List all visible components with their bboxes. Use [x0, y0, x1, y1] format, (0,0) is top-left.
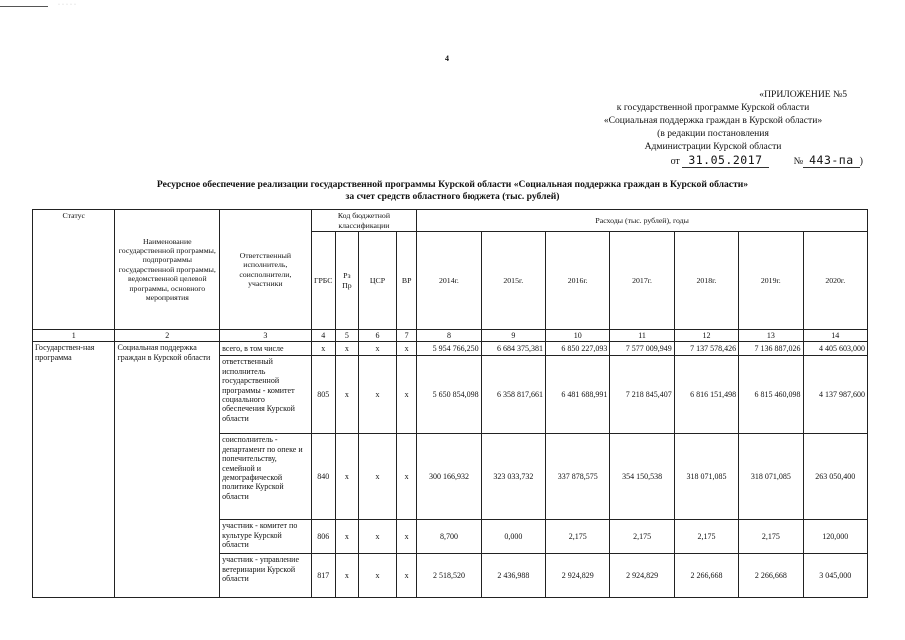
header-year-2017: 2017г. — [610, 232, 674, 330]
value-cell: 6 481 688,991 — [546, 356, 610, 434]
value-cell: 3 045,000 — [803, 554, 868, 598]
csr-cell: х — [358, 356, 396, 434]
program-name-cell: Социальная поддержка граждан в Курской области — [115, 342, 220, 598]
header-year-2019: 2019г. — [739, 232, 803, 330]
rzpr-cell: х — [335, 342, 358, 356]
header-executor: Ответственный исполнитель, соисполнители, участники — [220, 210, 312, 330]
value-cell: 2,175 — [674, 520, 738, 554]
value-cell: 6 684 375,381 — [481, 342, 545, 356]
vr-cell: х — [397, 342, 417, 356]
column-number-row — [33, 330, 868, 342]
value-cell: 300 166,932 — [417, 434, 481, 520]
value-cell: 318 071,085 — [739, 434, 803, 520]
column-number: 9 — [481, 330, 545, 342]
grbs-cell: 817 — [311, 554, 335, 598]
column-number: 2 — [115, 330, 220, 342]
value-cell: 6 816 151,498 — [674, 356, 738, 434]
vr-cell: х — [397, 434, 417, 520]
column-number: 10 — [546, 330, 610, 342]
grbs-cell: х — [311, 342, 335, 356]
value-cell: 2 266,668 — [674, 554, 738, 598]
executor-cell: всего, в том числе — [220, 342, 312, 356]
value-cell: 6 850 227,093 — [546, 342, 610, 356]
csr-cell: х — [358, 434, 396, 520]
executor-cell: участник - управление ветеринарии Курской области — [220, 554, 312, 598]
grbs-cell: 840 — [311, 434, 335, 520]
appendix-header — [563, 88, 863, 168]
value-cell: 263 050,400 — [803, 434, 868, 520]
column-number: 13 — [739, 330, 803, 342]
status-cell: Государствен-ная программа — [33, 342, 115, 598]
header-rzpr: Рз Пр — [335, 232, 358, 330]
corner-scan-line — [0, 6, 48, 7]
column-number: 1 — [33, 330, 115, 342]
value-cell: 7 577 009,949 — [610, 342, 674, 356]
csr-cell: х — [358, 554, 396, 598]
header-year-2014: 2014г. — [417, 232, 481, 330]
column-number: 7 — [397, 330, 417, 342]
vr-cell: х — [397, 554, 417, 598]
rzpr-cell: х — [335, 356, 358, 434]
page-number: 4 — [445, 54, 449, 63]
date-value: 31.05.2017 — [682, 153, 768, 168]
value-cell: 5 650 854,098 — [417, 356, 481, 434]
value-cell: 2,175 — [610, 520, 674, 554]
date-closing: ) — [859, 156, 863, 167]
column-number: 3 — [220, 330, 312, 342]
number-prefix: № — [793, 156, 804, 167]
column-number: 14 — [803, 330, 868, 342]
rzpr-cell: х — [335, 434, 358, 520]
column-number: 6 — [358, 330, 396, 342]
value-cell: 2 436,988 — [481, 554, 545, 598]
header-budget-code: Код бюджетной классификации — [311, 210, 417, 232]
header-status: Статус — [33, 210, 115, 330]
appendix-line-4: (в редакции постановления — [657, 128, 769, 139]
date-prefix: от — [670, 156, 680, 167]
value-cell: 5 954 766,250 — [417, 342, 481, 356]
column-number: 11 — [610, 330, 674, 342]
appendix-title: «ПРИЛОЖЕНИЕ №5 — [759, 89, 847, 100]
rzpr-cell: х — [335, 554, 358, 598]
header-grbs: ГРБС — [311, 232, 335, 330]
csr-cell: х — [358, 342, 396, 356]
title-line-2: за счет средств областного бюджета (тыс. рублей) — [345, 191, 560, 202]
value-cell: 2,175 — [546, 520, 610, 554]
value-cell: 337 878,575 — [546, 434, 610, 520]
value-cell: 7 137 578,426 — [674, 342, 738, 356]
header-year-2018: 2018г. — [674, 232, 738, 330]
column-number: 4 — [311, 330, 335, 342]
appendix-line-3: «Социальная поддержка граждан в Курской области» — [603, 115, 823, 126]
header-year-2015: 2015г. — [481, 232, 545, 330]
grbs-cell: 805 — [311, 356, 335, 434]
column-number: 5 — [335, 330, 358, 342]
executor-cell: соисполнитель - департамент по опеке и попечительству, семейной и демографической политике Курской области — [220, 434, 312, 520]
appendix-line-2: к государственной программе Курской области — [616, 102, 810, 113]
value-cell: 7 136 887,026 — [739, 342, 803, 356]
value-cell: 6 358 817,661 — [481, 356, 545, 434]
value-cell: 120,000 — [803, 520, 868, 554]
value-cell: 8,700 — [417, 520, 481, 554]
value-cell: 0,000 — [481, 520, 545, 554]
appendix-line-5: Администрации Курской области — [644, 141, 782, 152]
document-title — [60, 179, 845, 203]
value-cell: 354 150,538 — [610, 434, 674, 520]
value-cell: 4 405 603,000 — [803, 342, 868, 356]
value-cell: 7 218 845,407 — [610, 356, 674, 434]
vr-cell: х — [397, 356, 417, 434]
table-row — [33, 342, 868, 356]
value-cell: 323 033,732 — [481, 434, 545, 520]
value-cell: 6 815 460,098 — [739, 356, 803, 434]
header-csr: ЦСР — [358, 232, 396, 330]
value-cell: 2 266,668 — [739, 554, 803, 598]
vr-cell: х — [397, 520, 417, 554]
header-vr: ВР — [397, 232, 417, 330]
value-cell: 2,175 — [739, 520, 803, 554]
column-number: 12 — [674, 330, 738, 342]
csr-cell: х — [358, 520, 396, 554]
header-year-2020: 2020г. — [803, 232, 868, 330]
appendix-date-line — [563, 154, 863, 168]
header-expenses: Расходы (тыс. рублей), годы — [417, 210, 868, 232]
value-cell: 2 924,829 — [610, 554, 674, 598]
value-cell: 2 924,829 — [546, 554, 610, 598]
rzpr-cell: х — [335, 520, 358, 554]
value-cell: 4 137 987,600 — [803, 356, 868, 434]
executor-cell: участник - комитет по культуре Курской области — [220, 520, 312, 554]
grbs-cell: 806 — [311, 520, 335, 554]
number-value: 443-па — [803, 153, 860, 168]
executor-cell: ответственный исполнитель государственной программы - комитет социального обеспечения Курской области — [220, 356, 312, 434]
value-cell: 2 518,520 — [417, 554, 481, 598]
resource-table — [32, 209, 868, 598]
header-year-2016: 2016г. — [546, 232, 610, 330]
corner-dots: ····· — [58, 2, 78, 8]
column-number: 8 — [417, 330, 481, 342]
header-name: Наименование государственной программы, подпрограммы государственной программы, ведомственной целевой программы, основного мероприятия — [115, 210, 220, 330]
title-line-1: Ресурсное обеспечение реализации государственной программы Курской области «Социальная поддержка граждан в Курской области» — [156, 179, 749, 190]
value-cell: 318 071,085 — [674, 434, 738, 520]
